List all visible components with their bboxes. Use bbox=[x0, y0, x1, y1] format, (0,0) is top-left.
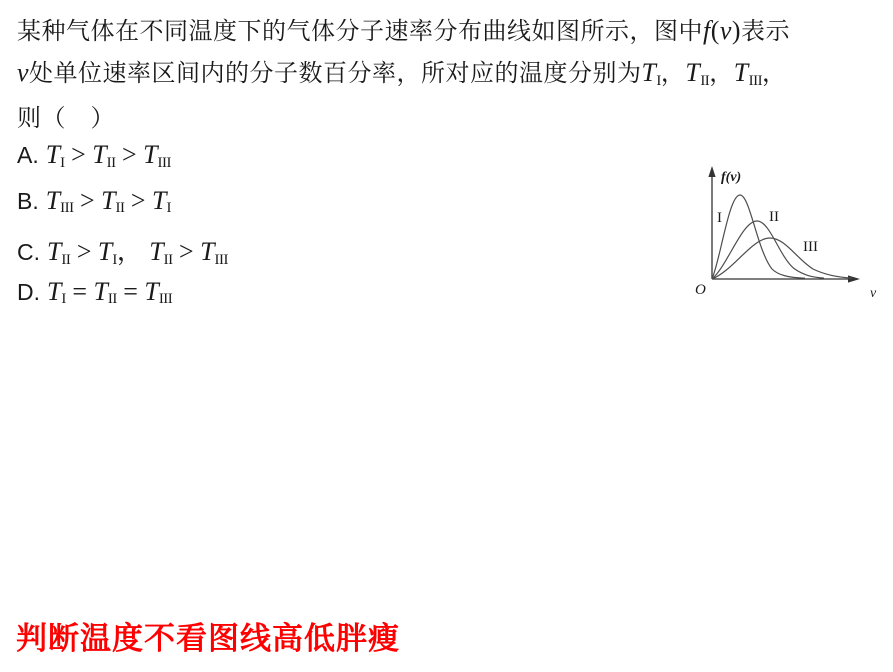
option-b-label: B. bbox=[17, 187, 39, 214]
origin-label: O bbox=[695, 282, 706, 298]
question-line-3: 则（ ） bbox=[17, 105, 115, 132]
option-b-expression: TIII > TII > TI bbox=[45, 185, 171, 217]
options-list bbox=[17, 140, 228, 322]
option-d bbox=[17, 277, 228, 323]
curve-III bbox=[712, 238, 852, 279]
option-c-expression: TII > TI， TII > TIII bbox=[47, 237, 228, 268]
x-axis-label: v bbox=[870, 286, 877, 301]
y-axis-arrow-icon bbox=[708, 166, 715, 177]
distribution-chart bbox=[691, 160, 891, 312]
option-b bbox=[17, 186, 228, 232]
curve-III-label: III bbox=[803, 239, 818, 255]
speed-distribution-figure bbox=[691, 160, 891, 312]
key-point-note: 判断温度不看图线高低胖瘦 bbox=[16, 621, 400, 656]
curve-I-label: I bbox=[717, 210, 722, 226]
question-line-2: v处单位速率区间内的分子数百分率，所对应的温度分别为TI，TII，TIII， bbox=[17, 58, 787, 89]
option-c-label: C. bbox=[17, 239, 40, 265]
option-c bbox=[17, 231, 228, 277]
option-a-expression: TI > TII > TIII bbox=[45, 140, 171, 171]
curve-II-label: II bbox=[769, 209, 779, 225]
question-line-1: 某种气体在不同温度下的气体分子速率分布曲线如图所示，图中f(v)表示 bbox=[17, 16, 790, 45]
option-a bbox=[17, 140, 228, 186]
option-d-expression: TI = TII = TIII bbox=[47, 276, 173, 308]
question-block bbox=[17, 10, 879, 139]
y-axis-label: f(v) bbox=[721, 170, 742, 185]
option-d-label: D. bbox=[17, 278, 40, 305]
option-a-label: A. bbox=[17, 142, 39, 168]
x-axis-arrow-icon bbox=[848, 275, 860, 282]
